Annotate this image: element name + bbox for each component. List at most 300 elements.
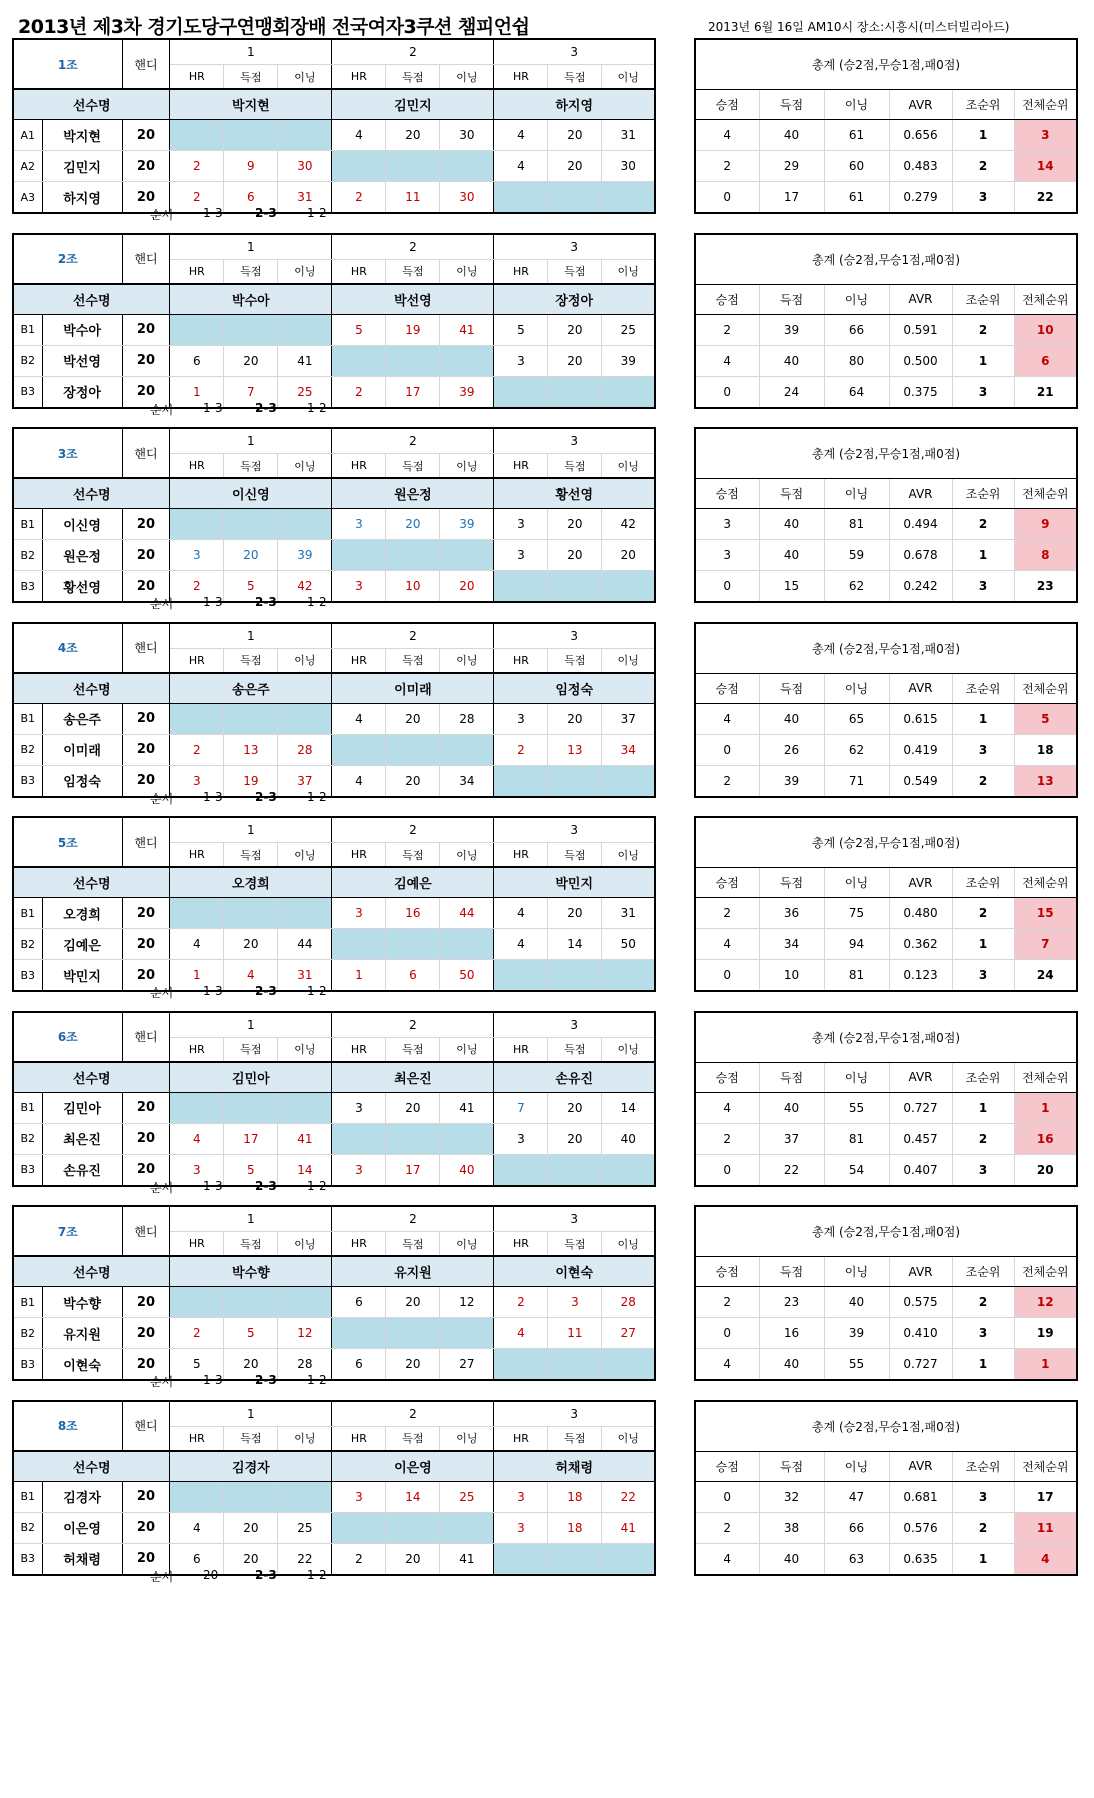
match-2-header: 2 bbox=[332, 1012, 494, 1038]
overall-rank: 15 bbox=[1014, 898, 1077, 929]
summary-title: 총계 (승2점,무승1점,패0점) bbox=[695, 428, 1077, 479]
score-header: 득점 bbox=[548, 843, 602, 868]
table-row bbox=[695, 571, 1077, 603]
overall-rank: 3 bbox=[1014, 120, 1077, 151]
inning-value: 20 bbox=[602, 540, 655, 571]
group-rank-header: 조순위 bbox=[952, 479, 1014, 509]
total-inning: 63 bbox=[824, 1543, 889, 1575]
total-inning: 55 bbox=[824, 1349, 889, 1381]
table-row bbox=[13, 1318, 655, 1349]
avr-header: AVR bbox=[889, 1062, 952, 1092]
player-name: 최은진 bbox=[42, 1123, 122, 1154]
total-score-header: 득점 bbox=[759, 868, 824, 898]
total-inning-header: 이닝 bbox=[824, 1257, 889, 1287]
total-score-header: 득점 bbox=[759, 1257, 824, 1287]
summary-title: 총계 (승2점,무승1점,패0점) bbox=[695, 39, 1077, 90]
total-inning-header: 이닝 bbox=[824, 284, 889, 314]
summary-title: 총계 (승2점,무승1점,패0점) bbox=[695, 1401, 1077, 1452]
player-name: 송은주 bbox=[42, 703, 122, 734]
hr-value: 3 bbox=[332, 898, 386, 929]
table-row bbox=[695, 509, 1077, 540]
hr-value: 3 bbox=[170, 1154, 224, 1186]
win-points: 2 bbox=[695, 1287, 759, 1318]
player-handi: 20 bbox=[122, 1092, 170, 1123]
inning-header: 이닝 bbox=[278, 1037, 332, 1062]
group-rank: 2 bbox=[952, 314, 1014, 345]
inning-value: 39 bbox=[440, 376, 494, 408]
total-score: 40 bbox=[759, 1543, 824, 1575]
inning-value: 30 bbox=[278, 151, 332, 182]
win-points: 0 bbox=[695, 376, 759, 408]
player-handi: 20 bbox=[122, 765, 170, 797]
inning-value: 31 bbox=[602, 898, 655, 929]
player-name-header: 선수명 bbox=[13, 1062, 170, 1093]
table-row bbox=[13, 734, 655, 765]
inning-value: 12 bbox=[278, 1318, 332, 1349]
overall-rank-header: 전체순위 bbox=[1014, 1451, 1077, 1481]
match-order bbox=[0, 790, 656, 810]
blank-cell bbox=[440, 151, 494, 182]
group-rank-header: 조순위 bbox=[952, 868, 1014, 898]
opponent-name: 이신영 bbox=[170, 478, 332, 509]
overall-rank: 6 bbox=[1014, 345, 1077, 376]
inning-value: 39 bbox=[278, 540, 332, 571]
total-inning: 61 bbox=[824, 120, 889, 151]
blank-cell bbox=[440, 929, 494, 960]
player-id: B1 bbox=[13, 314, 42, 345]
win-points: 4 bbox=[695, 703, 759, 734]
inning-header: 이닝 bbox=[440, 1037, 494, 1062]
score-value: 18 bbox=[548, 1512, 602, 1543]
table-row bbox=[13, 120, 655, 151]
player-handi: 20 bbox=[122, 151, 170, 182]
hr-header: HR bbox=[170, 1232, 224, 1257]
score-value: 4 bbox=[224, 960, 278, 992]
inning-header: 이닝 bbox=[278, 454, 332, 479]
inning-value: 42 bbox=[602, 509, 655, 540]
match-2-header: 2 bbox=[332, 623, 494, 649]
blank-cell bbox=[278, 1481, 332, 1512]
inning-header: 이닝 bbox=[278, 65, 332, 90]
inning-value: 31 bbox=[278, 960, 332, 992]
blank-cell bbox=[332, 1512, 386, 1543]
average: 0.410 bbox=[889, 1318, 952, 1349]
blank-cell bbox=[278, 120, 332, 151]
order-1: 1-3 bbox=[203, 1373, 223, 1387]
blank-cell bbox=[224, 1092, 278, 1123]
table-row bbox=[13, 1287, 655, 1318]
player-name: 김민아 bbox=[42, 1092, 122, 1123]
average: 0.419 bbox=[889, 734, 952, 765]
hr-value: 6 bbox=[332, 1349, 386, 1381]
opponent-name: 허채령 bbox=[494, 1451, 655, 1482]
overall-rank-header: 전체순위 bbox=[1014, 284, 1077, 314]
table-row bbox=[695, 182, 1077, 214]
player-handi: 20 bbox=[122, 376, 170, 408]
player-name-header: 선수명 bbox=[13, 1451, 170, 1482]
blank-cell bbox=[224, 120, 278, 151]
player-name-header: 선수명 bbox=[13, 673, 170, 704]
handi-header: 핸디 bbox=[122, 1012, 170, 1062]
overall-rank: 13 bbox=[1014, 765, 1077, 797]
handi-header: 핸디 bbox=[122, 39, 170, 89]
opponent-name: 임정숙 bbox=[494, 673, 655, 704]
inning-value: 25 bbox=[278, 1512, 332, 1543]
score-header: 득점 bbox=[386, 648, 440, 673]
win-points-header: 승점 bbox=[695, 90, 759, 120]
player-name: 임정숙 bbox=[42, 765, 122, 797]
hr-header: HR bbox=[494, 843, 548, 868]
average: 0.500 bbox=[889, 345, 952, 376]
handi-header: 핸디 bbox=[122, 623, 170, 673]
hr-header: HR bbox=[332, 1037, 386, 1062]
hr-value: 1 bbox=[170, 960, 224, 992]
player-id: B1 bbox=[13, 1287, 42, 1318]
inning-header: 이닝 bbox=[602, 1037, 655, 1062]
win-points: 2 bbox=[695, 898, 759, 929]
blank-cell bbox=[224, 1481, 278, 1512]
blank-cell bbox=[440, 345, 494, 376]
inning-value: 20 bbox=[440, 571, 494, 603]
score-header: 득점 bbox=[224, 65, 278, 90]
average: 0.362 bbox=[889, 929, 952, 960]
table-row bbox=[695, 703, 1077, 734]
order-3: 1-2 bbox=[307, 595, 327, 609]
score-value: 6 bbox=[386, 960, 440, 992]
opponent-name: 김민아 bbox=[170, 1062, 332, 1093]
table-row bbox=[695, 376, 1077, 408]
table-row bbox=[695, 540, 1077, 571]
table-row bbox=[695, 151, 1077, 182]
score-value: 20 bbox=[548, 345, 602, 376]
inning-value: 12 bbox=[440, 1287, 494, 1318]
inning-value: 39 bbox=[440, 509, 494, 540]
player-handi: 20 bbox=[122, 1123, 170, 1154]
overall-rank: 14 bbox=[1014, 151, 1077, 182]
match-table bbox=[12, 1205, 656, 1381]
score-value: 20 bbox=[548, 509, 602, 540]
hr-header: HR bbox=[170, 65, 224, 90]
match-1-header: 1 bbox=[170, 39, 332, 65]
score-value: 20 bbox=[386, 1349, 440, 1381]
match-2-header: 2 bbox=[332, 1401, 494, 1427]
hr-value: 2 bbox=[332, 376, 386, 408]
hr-header: HR bbox=[494, 65, 548, 90]
avr-header: AVR bbox=[889, 1257, 952, 1287]
hr-header: HR bbox=[494, 259, 548, 284]
inning-value: 28 bbox=[278, 1349, 332, 1381]
inning-value: 30 bbox=[440, 182, 494, 214]
player-name: 장정아 bbox=[42, 376, 122, 408]
player-name: 이현숙 bbox=[42, 1349, 122, 1381]
hr-value: 4 bbox=[332, 120, 386, 151]
order-3: 1-2 bbox=[307, 206, 327, 220]
total-score: 17 bbox=[759, 182, 824, 214]
group-section bbox=[0, 1400, 1094, 1600]
total-score: 34 bbox=[759, 929, 824, 960]
table-row bbox=[695, 1123, 1077, 1154]
summary-title: 총계 (승2점,무승1점,패0점) bbox=[695, 623, 1077, 674]
inning-header: 이닝 bbox=[440, 1232, 494, 1257]
score-value: 14 bbox=[548, 929, 602, 960]
total-score: 40 bbox=[759, 345, 824, 376]
player-name-header: 선수명 bbox=[13, 867, 170, 898]
avr-header: AVR bbox=[889, 90, 952, 120]
table-row bbox=[13, 314, 655, 345]
total-inning: 62 bbox=[824, 571, 889, 603]
summary-table bbox=[694, 427, 1078, 603]
player-id: A3 bbox=[13, 182, 42, 214]
win-points: 0 bbox=[695, 571, 759, 603]
score-header: 득점 bbox=[386, 843, 440, 868]
hr-header: HR bbox=[170, 1426, 224, 1451]
hr-value: 4 bbox=[494, 1318, 548, 1349]
match-3-header: 3 bbox=[494, 817, 655, 843]
player-name: 황선영 bbox=[42, 571, 122, 603]
overall-rank: 1 bbox=[1014, 1349, 1077, 1381]
table-row bbox=[695, 929, 1077, 960]
blank-cell bbox=[278, 898, 332, 929]
opponent-name: 박수아 bbox=[170, 284, 332, 315]
average: 0.457 bbox=[889, 1123, 952, 1154]
hr-value: 2 bbox=[170, 151, 224, 182]
summary-table bbox=[694, 622, 1078, 798]
score-value: 20 bbox=[548, 898, 602, 929]
win-points: 4 bbox=[695, 345, 759, 376]
overall-rank: 20 bbox=[1014, 1154, 1077, 1186]
score-value: 6 bbox=[224, 182, 278, 214]
player-name: 이은영 bbox=[42, 1512, 122, 1543]
inning-value: 14 bbox=[278, 1154, 332, 1186]
inning-value: 27 bbox=[602, 1318, 655, 1349]
avr-header: AVR bbox=[889, 479, 952, 509]
hr-value: 3 bbox=[494, 1481, 548, 1512]
order-2: 2-3 bbox=[255, 1567, 277, 1582]
blank-cell bbox=[224, 314, 278, 345]
score-value: 11 bbox=[386, 182, 440, 214]
summary-table bbox=[694, 816, 1078, 992]
score-header: 득점 bbox=[224, 843, 278, 868]
average: 0.727 bbox=[889, 1349, 952, 1381]
score-value: 16 bbox=[386, 898, 440, 929]
score-value: 3 bbox=[548, 1287, 602, 1318]
hr-value: 3 bbox=[332, 1092, 386, 1123]
player-id: B3 bbox=[13, 376, 42, 408]
inning-value: 42 bbox=[278, 571, 332, 603]
hr-value: 2 bbox=[494, 734, 548, 765]
table-row bbox=[13, 703, 655, 734]
table-row bbox=[13, 509, 655, 540]
average: 0.549 bbox=[889, 765, 952, 797]
score-header: 득점 bbox=[548, 259, 602, 284]
match-1-header: 1 bbox=[170, 234, 332, 260]
hr-value: 3 bbox=[332, 1154, 386, 1186]
player-handi: 20 bbox=[122, 509, 170, 540]
total-inning: 81 bbox=[824, 509, 889, 540]
overall-rank: 9 bbox=[1014, 509, 1077, 540]
opponent-name: 이현숙 bbox=[494, 1256, 655, 1287]
group-section bbox=[0, 622, 1094, 822]
score-header: 득점 bbox=[386, 259, 440, 284]
player-id: B2 bbox=[13, 734, 42, 765]
hr-value: 6 bbox=[332, 1287, 386, 1318]
group-rank: 1 bbox=[952, 929, 1014, 960]
blank-cell bbox=[224, 1287, 278, 1318]
hr-value: 6 bbox=[170, 345, 224, 376]
opponent-name: 최은진 bbox=[332, 1062, 494, 1093]
order-2: 2-3 bbox=[255, 400, 277, 415]
inning-value: 40 bbox=[602, 1123, 655, 1154]
hr-value: 3 bbox=[332, 509, 386, 540]
group-rank: 2 bbox=[952, 1123, 1014, 1154]
win-points: 2 bbox=[695, 1123, 759, 1154]
inning-value: 40 bbox=[440, 1154, 494, 1186]
inning-value: 41 bbox=[278, 1123, 332, 1154]
score-header: 득점 bbox=[548, 1037, 602, 1062]
hr-header: HR bbox=[170, 259, 224, 284]
inning-value: 34 bbox=[440, 765, 494, 797]
score-value: 20 bbox=[224, 1543, 278, 1575]
match-table bbox=[12, 622, 656, 798]
inning-value: 27 bbox=[440, 1349, 494, 1381]
match-3-header: 3 bbox=[494, 428, 655, 454]
total-inning: 40 bbox=[824, 1287, 889, 1318]
player-id: B3 bbox=[13, 960, 42, 992]
score-value: 20 bbox=[224, 540, 278, 571]
score-header: 득점 bbox=[386, 65, 440, 90]
order-1: 20 bbox=[203, 1567, 219, 1582]
opponent-name: 김경자 bbox=[170, 1451, 332, 1482]
overall-rank: 24 bbox=[1014, 960, 1077, 992]
inning-header: 이닝 bbox=[602, 1426, 655, 1451]
order-2: 2-3 bbox=[255, 1178, 277, 1193]
overall-rank-header: 전체순위 bbox=[1014, 1257, 1077, 1287]
win-points: 0 bbox=[695, 1481, 759, 1512]
blank-cell bbox=[332, 345, 386, 376]
group-rank-header: 조순위 bbox=[952, 90, 1014, 120]
hr-value: 3 bbox=[494, 345, 548, 376]
hr-value: 4 bbox=[494, 120, 548, 151]
score-value: 20 bbox=[386, 1287, 440, 1318]
player-id: B3 bbox=[13, 571, 42, 603]
total-inning: 60 bbox=[824, 151, 889, 182]
hr-value: 4 bbox=[494, 898, 548, 929]
match-3-header: 3 bbox=[494, 1012, 655, 1038]
blank-cell bbox=[386, 345, 440, 376]
player-id: B3 bbox=[13, 1349, 42, 1381]
total-inning: 71 bbox=[824, 765, 889, 797]
blank-cell bbox=[278, 509, 332, 540]
match-1-header: 1 bbox=[170, 1206, 332, 1232]
hr-header: HR bbox=[332, 454, 386, 479]
blank-cell bbox=[278, 1287, 332, 1318]
match-order bbox=[0, 595, 656, 615]
summary-table bbox=[694, 1400, 1078, 1576]
hr-value: 2 bbox=[170, 571, 224, 603]
blank-cell bbox=[170, 898, 224, 929]
win-points: 3 bbox=[695, 540, 759, 571]
summary-title: 총계 (승2점,무승1점,패0점) bbox=[695, 1012, 1077, 1063]
win-points: 0 bbox=[695, 182, 759, 214]
player-handi: 20 bbox=[122, 703, 170, 734]
blank-cell bbox=[386, 151, 440, 182]
hr-value: 3 bbox=[494, 1512, 548, 1543]
blank-cell bbox=[386, 540, 440, 571]
group-name: 3조 bbox=[13, 428, 122, 478]
inning-header: 이닝 bbox=[440, 65, 494, 90]
group-rank: 2 bbox=[952, 1287, 1014, 1318]
player-name-header: 선수명 bbox=[13, 478, 170, 509]
blank-cell bbox=[386, 929, 440, 960]
overall-rank: 4 bbox=[1014, 1543, 1077, 1575]
match-3-header: 3 bbox=[494, 623, 655, 649]
group-rank: 2 bbox=[952, 151, 1014, 182]
handi-header: 핸디 bbox=[122, 1401, 170, 1451]
table-row bbox=[13, 1481, 655, 1512]
match-2-header: 2 bbox=[332, 234, 494, 260]
total-score: 36 bbox=[759, 898, 824, 929]
inning-header: 이닝 bbox=[602, 648, 655, 673]
total-score-header: 득점 bbox=[759, 1451, 824, 1481]
match-order bbox=[0, 1568, 656, 1588]
win-points: 3 bbox=[695, 509, 759, 540]
player-handi: 20 bbox=[122, 345, 170, 376]
hr-value: 3 bbox=[494, 703, 548, 734]
player-id: B2 bbox=[13, 929, 42, 960]
hr-header: HR bbox=[170, 1037, 224, 1062]
score-header: 득점 bbox=[224, 1232, 278, 1257]
group-rank-header: 조순위 bbox=[952, 1062, 1014, 1092]
total-inning-header: 이닝 bbox=[824, 1451, 889, 1481]
blank-cell bbox=[170, 314, 224, 345]
blank-cell bbox=[440, 734, 494, 765]
player-name: 유지원 bbox=[42, 1318, 122, 1349]
inning-value: 41 bbox=[602, 1512, 655, 1543]
score-value: 20 bbox=[224, 929, 278, 960]
opponent-name: 박민지 bbox=[494, 867, 655, 898]
total-inning: 61 bbox=[824, 182, 889, 214]
score-header: 득점 bbox=[548, 1426, 602, 1451]
blank-cell bbox=[170, 509, 224, 540]
win-points: 2 bbox=[695, 314, 759, 345]
total-inning: 81 bbox=[824, 960, 889, 992]
total-inning: 47 bbox=[824, 1481, 889, 1512]
player-id: B2 bbox=[13, 345, 42, 376]
score-header: 득점 bbox=[224, 648, 278, 673]
total-inning: 54 bbox=[824, 1154, 889, 1186]
win-points-header: 승점 bbox=[695, 868, 759, 898]
score-value: 9 bbox=[224, 151, 278, 182]
summary-title: 총계 (승2점,무승1점,패0점) bbox=[695, 817, 1077, 868]
average: 0.575 bbox=[889, 1287, 952, 1318]
hr-header: HR bbox=[494, 1037, 548, 1062]
hr-value: 2 bbox=[170, 182, 224, 214]
inning-value: 41 bbox=[440, 1543, 494, 1575]
table-row bbox=[13, 929, 655, 960]
score-value: 18 bbox=[548, 1481, 602, 1512]
table-row bbox=[695, 765, 1077, 797]
order-label: 순서 bbox=[150, 597, 174, 611]
hr-value: 1 bbox=[332, 960, 386, 992]
win-points-header: 승점 bbox=[695, 1257, 759, 1287]
score-value: 7 bbox=[224, 376, 278, 408]
total-score: 22 bbox=[759, 1154, 824, 1186]
total-score: 40 bbox=[759, 1092, 824, 1123]
player-id: B1 bbox=[13, 898, 42, 929]
score-value: 19 bbox=[224, 765, 278, 797]
avr-header: AVR bbox=[889, 868, 952, 898]
group-rank: 1 bbox=[952, 345, 1014, 376]
